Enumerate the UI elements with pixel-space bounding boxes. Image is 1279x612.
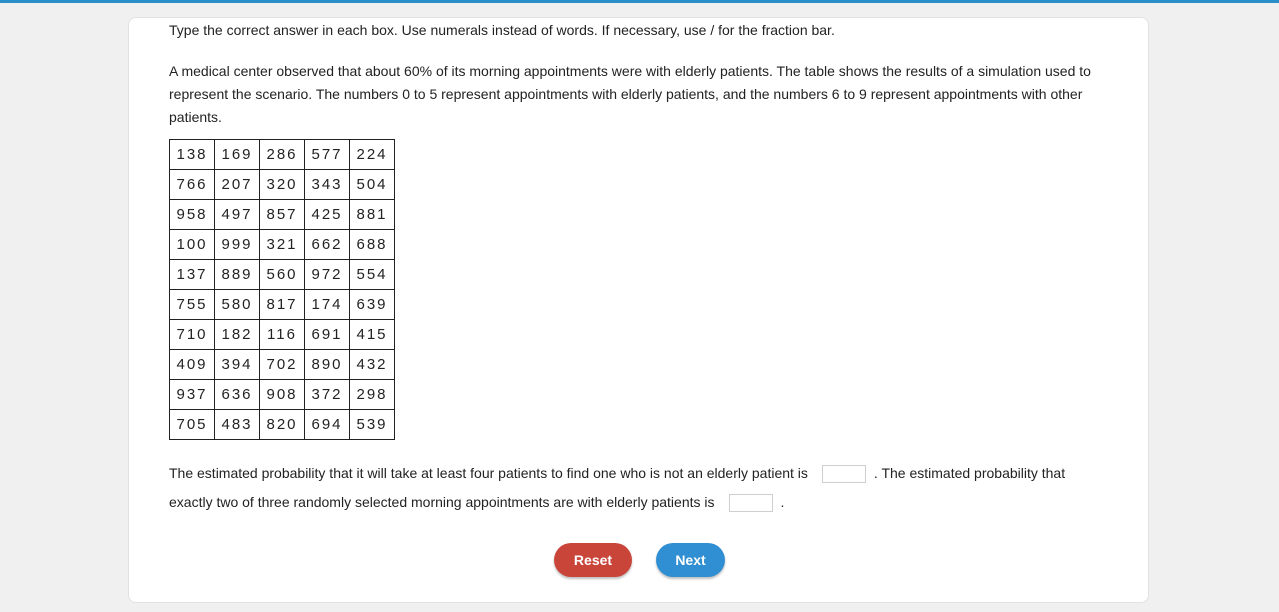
table-cell: 497 bbox=[215, 200, 260, 230]
question-card bbox=[128, 17, 1149, 603]
table-row bbox=[170, 170, 395, 200]
table-cell: 182 bbox=[215, 320, 260, 350]
table-cell: 766 bbox=[170, 170, 215, 200]
table-cell: 580 bbox=[215, 290, 260, 320]
problem-text: A medical center observed that about 60% of its morning appointments were with elderly patients. The table shows the results of a simulation used to represent the scenario. The numbers 0 to 5 represent appointments with elderly patients, and the numbers 6 to 9 represent appointments with other patients. bbox=[169, 63, 1091, 125]
table-cell: 174 bbox=[305, 290, 350, 320]
table-cell: 207 bbox=[215, 170, 260, 200]
next-button[interactable]: Next bbox=[656, 543, 725, 577]
table-cell: 372 bbox=[305, 380, 350, 410]
table-row bbox=[170, 140, 395, 170]
table-cell: 662 bbox=[305, 230, 350, 260]
instructions-text: Type the correct answer in each box. Use numerals instead of words. If necessary, use / for the fraction bar. bbox=[169, 22, 835, 38]
table-cell: 972 bbox=[305, 260, 350, 290]
question-1-text: The estimated probability that it will take at least four patients to find one who is not an elderly patient is bbox=[169, 465, 808, 481]
table-row bbox=[170, 320, 395, 350]
table-cell: 890 bbox=[305, 350, 350, 380]
table-cell: 705 bbox=[170, 410, 215, 440]
question-2 bbox=[169, 492, 784, 512]
table-row bbox=[170, 350, 395, 380]
table-row bbox=[170, 260, 395, 290]
table-cell: 639 bbox=[350, 290, 395, 320]
table-cell: 554 bbox=[350, 260, 395, 290]
table-cell: 710 bbox=[170, 320, 215, 350]
table-cell: 937 bbox=[170, 380, 215, 410]
table-cell: 483 bbox=[215, 410, 260, 440]
question-1 bbox=[169, 463, 1065, 483]
table-row bbox=[170, 230, 395, 260]
table-cell: 857 bbox=[260, 200, 305, 230]
table-row bbox=[170, 410, 395, 440]
table-cell: 432 bbox=[350, 350, 395, 380]
table-cell: 958 bbox=[170, 200, 215, 230]
table-cell: 169 bbox=[215, 140, 260, 170]
table-cell: 694 bbox=[305, 410, 350, 440]
simulation-table bbox=[169, 139, 395, 440]
table-cell: 224 bbox=[350, 140, 395, 170]
table-cell: 560 bbox=[260, 260, 305, 290]
question-2-text: exactly two of three randomly selected morning appointments are with elderly patients is bbox=[169, 494, 715, 510]
answer-box-2[interactable] bbox=[729, 494, 773, 512]
table-cell: 343 bbox=[305, 170, 350, 200]
table-cell: 116 bbox=[260, 320, 305, 350]
table-cell: 577 bbox=[305, 140, 350, 170]
question-2-after-text: . bbox=[780, 494, 785, 510]
reset-button[interactable]: Reset bbox=[554, 543, 632, 577]
table-cell: 908 bbox=[260, 380, 305, 410]
table-row bbox=[170, 200, 395, 230]
table-cell: 539 bbox=[350, 410, 395, 440]
table-cell: 409 bbox=[170, 350, 215, 380]
table-cell: 425 bbox=[305, 200, 350, 230]
table-cell: 415 bbox=[350, 320, 395, 350]
table-cell: 755 bbox=[170, 290, 215, 320]
table-row bbox=[170, 290, 395, 320]
table-cell: 298 bbox=[350, 380, 395, 410]
table-cell: 138 bbox=[170, 140, 215, 170]
table-cell: 394 bbox=[215, 350, 260, 380]
table-cell: 504 bbox=[350, 170, 395, 200]
table-cell: 137 bbox=[170, 260, 215, 290]
table-cell: 636 bbox=[215, 380, 260, 410]
table-cell: 999 bbox=[215, 230, 260, 260]
table-cell: 820 bbox=[260, 410, 305, 440]
top-accent-bar bbox=[0, 0, 1279, 3]
table-cell: 320 bbox=[260, 170, 305, 200]
table-cell: 286 bbox=[260, 140, 305, 170]
table-cell: 702 bbox=[260, 350, 305, 380]
table-cell: 321 bbox=[260, 230, 305, 260]
answer-box-1[interactable] bbox=[822, 465, 866, 483]
table-cell: 881 bbox=[350, 200, 395, 230]
table-row bbox=[170, 380, 395, 410]
table-cell: 691 bbox=[305, 320, 350, 350]
question-1-after-text: . The estimated probability that bbox=[873, 465, 1066, 481]
table-cell: 889 bbox=[215, 260, 260, 290]
table-cell: 688 bbox=[350, 230, 395, 260]
table-cell: 100 bbox=[170, 230, 215, 260]
table-cell: 817 bbox=[260, 290, 305, 320]
